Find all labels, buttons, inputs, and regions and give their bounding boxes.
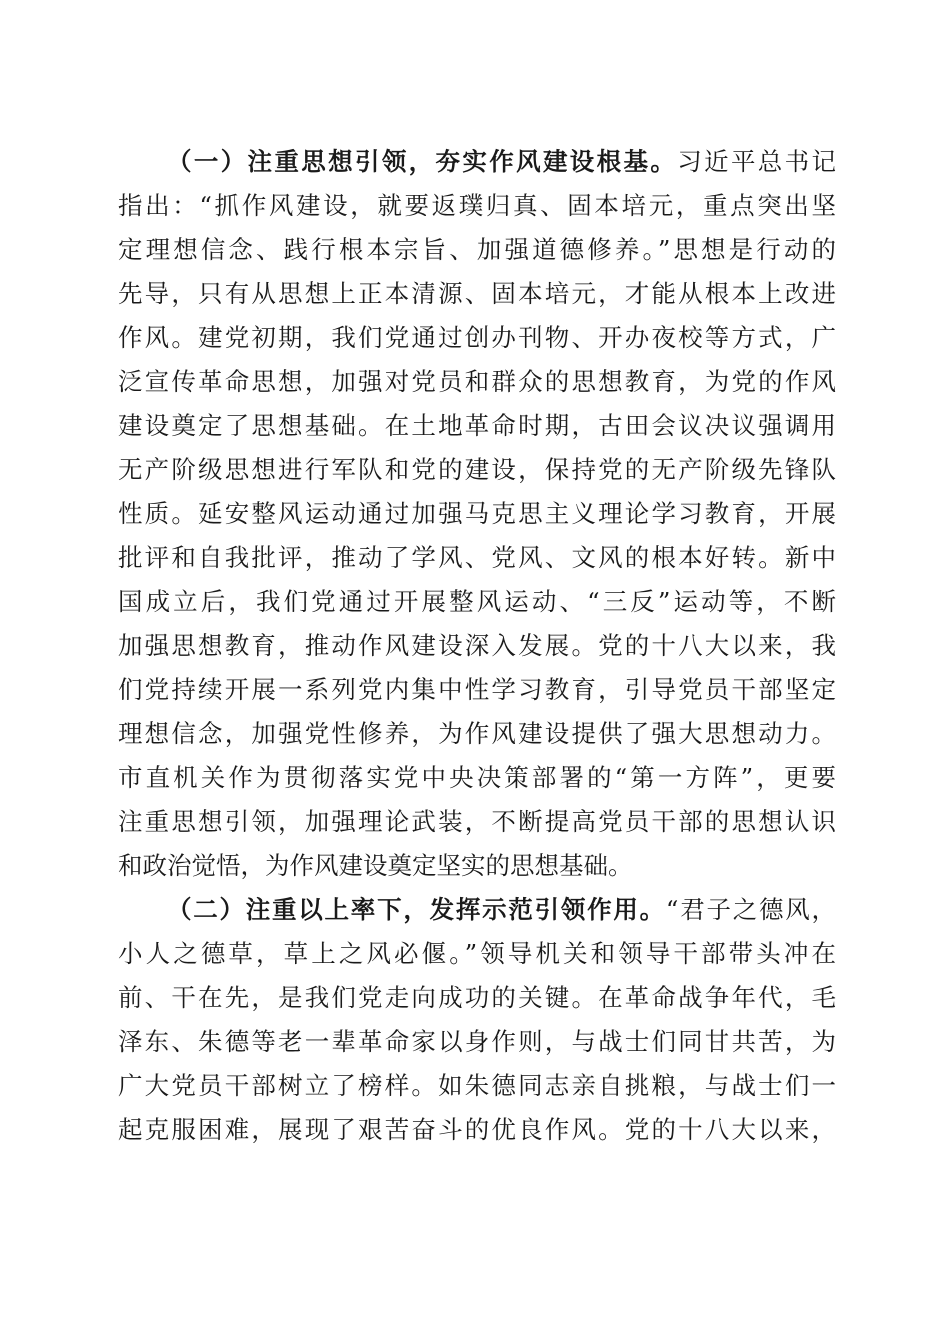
paragraph-1-line-12: 加强思想教育，推动作风建设深入发展。党的十八大以来，我 [118, 631, 836, 660]
paragraph-2-line-2: 小人之德草，草上之风必偃。”领导机关和领导干部带头冲在 [118, 939, 836, 968]
paragraph-1-line-2: 指出：“抓作风建设，就要返璞归真、固本培元，重点突出坚 [118, 191, 836, 220]
paragraph-1-line-6: 泛宣传革命思想，加强对党员和群众的思想教育，为党的作风 [118, 367, 836, 396]
paragraph-1-line-3: 定理想信念、践行根本宗旨、加强道德修养。”思想是行动的 [118, 235, 836, 264]
paragraph-2-text: “君子之德风， [665, 895, 836, 924]
paragraph-2-line-3: 前、干在先，是我们党走向成功的关键。在革命战争年代，毛 [118, 983, 836, 1012]
section-1-heading: （一）注重思想引领，夯实作风建设根基。 [167, 147, 678, 176]
paragraph-2-line-6: 起克服困难，展现了艰苦奋斗的优良作风。党的十八大以来， [118, 1115, 836, 1144]
paragraph-1-line-17: 和政治觉悟，为作风建设奠定坚实的思想基础。 [118, 851, 633, 880]
section-2-heading: （二）注重以上率下，发挥示范引领作用。 [167, 895, 666, 924]
paragraph-1-line-9: 性质。延安整风运动通过加强马克思主义理论学习教育，开展 [118, 499, 836, 528]
paragraph-1-line-1 [118, 140, 836, 184]
paragraph-2-line-5: 广大党员干部树立了榜样。如朱德同志亲自挑粮，与战士们一 [118, 1071, 836, 1100]
paragraph-2-line-4: 泽东、朱德等老一辈革命家以身作则，与战士们同甘共苦，为 [118, 1027, 836, 1056]
paragraph-1-line-10: 批评和自我批评，推动了学风、党风、文风的根本好转。新中 [118, 543, 836, 572]
paragraph-1-line-7: 建设奠定了思想基础。在土地革命时期，古田会议决议强调用 [118, 411, 836, 440]
paragraph-1-line-11: 国成立后，我们党通过开展整风运动、“三反”运动等，不断 [118, 587, 836, 616]
paragraph-1-line-4: 先导，只有从思想上正本清源、固本培元，才能从根本上改进 [118, 279, 836, 308]
paragraph-1-text: 习近平总书记 [677, 147, 837, 176]
paragraph-1-line-13: 们党持续开展一系列党内集中性学习教育，引导党员干部坚定 [118, 675, 836, 704]
paragraph-1-line-14: 理想信念，加强党性修养，为作风建设提供了强大思想动力。 [118, 719, 836, 748]
paragraph-1-line-16: 注重思想引领，加强理论武装，不断提高党员干部的思想认识 [118, 807, 836, 836]
paragraph-1-line-8: 无产阶级思想进行军队和党的建设，保持党的无产阶级先锋队 [118, 455, 836, 484]
paragraph-1-line-5: 作风。建党初期，我们党通过创办刊物、开办夜校等方式，广 [118, 323, 836, 352]
paragraph-2-line-1 [118, 888, 836, 932]
paragraph-1-line-15: 市直机关作为贯彻落实党中央决策部署的“第一方阵”，更要 [118, 763, 836, 792]
document-body [118, 140, 836, 1152]
